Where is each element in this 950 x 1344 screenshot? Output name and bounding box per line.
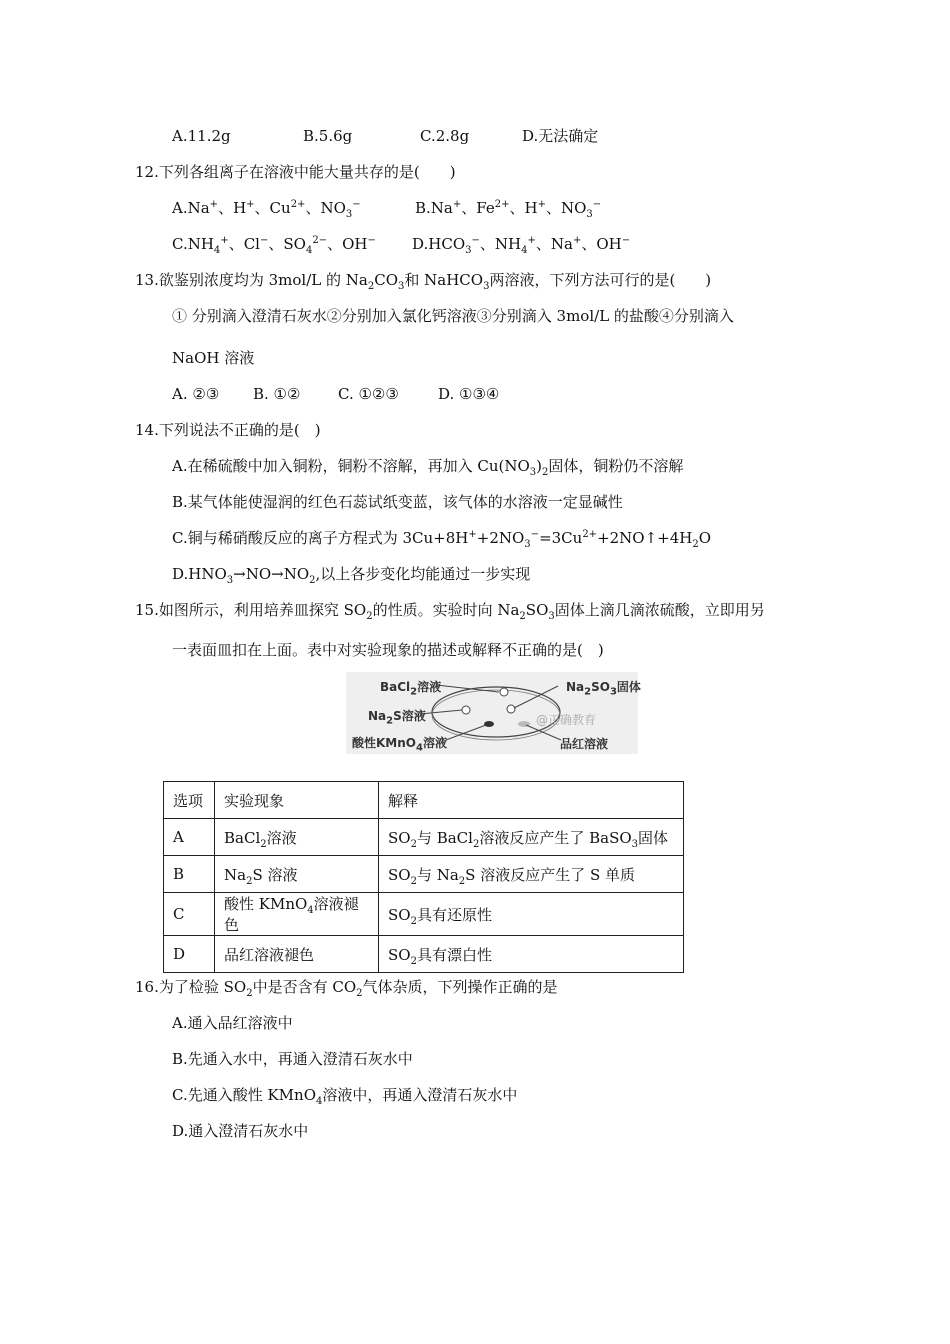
table-row bbox=[164, 819, 684, 856]
row-explanation: $SO_2$与 BaCl$_2$溶液反应产生了 BaSO$_3$固体 bbox=[379, 819, 684, 856]
row-option: D bbox=[164, 936, 215, 973]
row-phenomenon: $Na_2S$ 溶液 bbox=[215, 856, 379, 893]
header-option: 选项 bbox=[164, 782, 215, 819]
q12-option-a: A.Na+、H+、$Cu^{2+}$、$NO_3^-$ bbox=[172, 199, 361, 220]
row-option: A bbox=[164, 819, 215, 856]
row-explanation: $SO_2$具有还原性 bbox=[379, 893, 684, 936]
q14-stem: 14.下列说法不正确的是( ) bbox=[135, 421, 321, 439]
table-row bbox=[164, 856, 684, 893]
q15-stem-line-2: 一表面皿扣在上面。表中对实验现象的描述或解释不正确的是( ) bbox=[172, 641, 604, 659]
row-explanation: $SO_2$与 $Na_2S$ 溶液反应产生了 S 单质 bbox=[379, 856, 684, 893]
q13-option-d: D. ①③④ bbox=[438, 385, 500, 403]
q11-option-d: D.无法确定 bbox=[522, 127, 599, 145]
label-pinhong-solution: 品红溶液 bbox=[560, 737, 609, 751]
label-na2s-solution: $Na_2S$溶液 bbox=[368, 709, 426, 727]
q15-options-table bbox=[163, 781, 684, 973]
row-option: B bbox=[164, 856, 215, 893]
table-row bbox=[164, 893, 684, 936]
header-phenomenon: 实验现象 bbox=[215, 782, 379, 819]
q14-option-a: A.在稀硫酸中加入铜粉，铜粉不溶解，再加入 $Cu(NO_3)_2$固体，铜粉仍不溶解 bbox=[172, 457, 684, 478]
header-explanation: 解释 bbox=[379, 782, 684, 819]
q12-stem: 12.下列各组离子在溶液中能大量共存的是( ) bbox=[135, 163, 456, 181]
q14-option-c: C.铜与稀硝酸反应的离子方程式为 $3Cu+8H^++2NO_3^-=3Cu^{2+}+2NO↑+4H_2O$ bbox=[172, 529, 712, 550]
q13-option-b: B. ①② bbox=[253, 385, 301, 403]
row-phenomenon: 酸性 KMnO$_4$溶液褪色 bbox=[215, 893, 379, 936]
q16-option-c: C.先通入酸性 KMnO$_4$溶液中，再通入澄清石灰水中 bbox=[172, 1086, 518, 1107]
row-phenomenon: 品红溶液褪色 bbox=[215, 936, 379, 973]
q14-option-b: B.某气体能使湿润的红色石蕊试纸变蓝，该气体的水溶液一定显碱性 bbox=[172, 493, 623, 511]
label-kmno4-solution: 酸性KMnO$_4$溶液 bbox=[352, 736, 447, 754]
q16-option-d: D.通入澄清石灰水中 bbox=[172, 1122, 309, 1140]
q11-option-a: A.11.2g bbox=[172, 127, 231, 145]
q13-option-a: A. ②③ bbox=[172, 385, 220, 403]
row-explanation: $SO_2$具有漂白性 bbox=[379, 936, 684, 973]
q11-option-c: C.2.8g bbox=[420, 127, 470, 145]
row-phenomenon: BaCl$_2$溶液 bbox=[215, 819, 379, 856]
watermark: @正确教育 bbox=[536, 713, 597, 727]
q16-option-b: B.先通入水中，再通入澄清石灰水中 bbox=[172, 1050, 413, 1068]
q11-option-b: B.5.6g bbox=[303, 127, 353, 145]
q16-stem: 16.为了检验 $SO_2$中是否含有 $CO_2$气体杂质，下列操作正确的是 bbox=[135, 978, 558, 999]
q13-stem: 13.欲鉴别浓度均为 3mol/L 的 $Na_2CO_3$和 NaHCO$_3$两溶液，下列方法可行的是( ) bbox=[135, 271, 712, 292]
q12-option-b: B.Na+、$Fe^{2+}$、H+、$NO_3^-$ bbox=[415, 199, 602, 220]
q12-option-c: $C.NH_4^+$、Cl−、$SO_4^{2-}$、OH− bbox=[172, 235, 376, 256]
label-bacl2-solution: BaCl$_2$溶液 bbox=[380, 680, 442, 698]
q15-stem: 15.如图所示，利用培养皿探究 $SO_2$的性质。实验时向 $Na_2SO_3$固体上滴几滴浓硫酸，立即用另 bbox=[135, 601, 765, 622]
q12-option-d: $D.HCO_3^-$、$NH_4^+$、Na+、OH− bbox=[412, 235, 631, 256]
q13-methods-line-2: NaOH 溶液 bbox=[172, 349, 255, 367]
petri-dish-figure bbox=[346, 672, 641, 754]
q14-option-d: $D.HNO_3\to NO\to NO_2$,以上各步变化均能通过一步实现 bbox=[172, 565, 531, 586]
label-na2so3-solid: $Na_2SO_3$固体 bbox=[566, 680, 641, 698]
q13-methods-line: ① 分别滴入澄清石灰水②分别加入氯化钙溶液③分别滴入 3mol/L 的盐酸④分别滴入 bbox=[172, 307, 734, 325]
table-row bbox=[164, 936, 684, 973]
row-option: C bbox=[164, 893, 215, 936]
q13-option-c: C. ①②③ bbox=[338, 385, 399, 403]
q16-option-a: A.通入品红溶液中 bbox=[172, 1014, 293, 1032]
table-header-row bbox=[164, 782, 684, 819]
